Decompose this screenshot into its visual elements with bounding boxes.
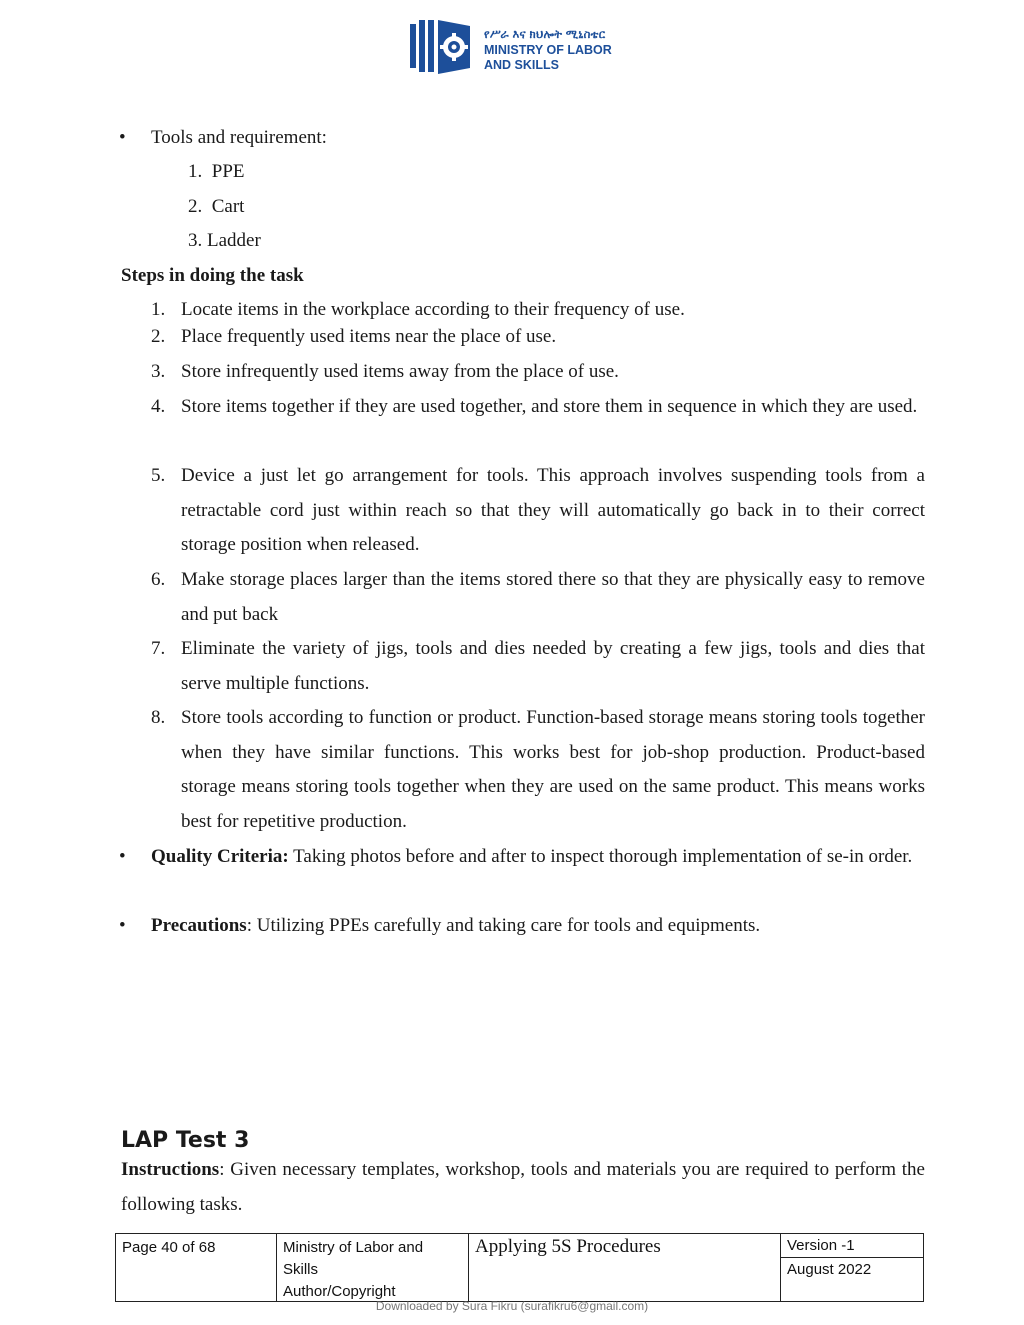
step-number-8: 8.	[151, 707, 166, 728]
lap-test-title: LAP Test 3	[121, 1128, 250, 1153]
ministry-logo	[408, 18, 638, 78]
footer-org-line-1: Ministry of Labor and	[283, 1239, 424, 1256]
step-text-3: Store infrequently used items away from the place of use.	[181, 361, 619, 382]
step-text-6: Make storage places larger than the items stored there so that they are physically easy to remove and put back	[181, 569, 925, 625]
tools-item-1: 1. PPE	[188, 161, 245, 182]
footer-table	[115, 1233, 924, 1302]
step-number-5: 5.	[151, 465, 166, 486]
step-text-2: Place frequently used items near the place of use.	[181, 326, 557, 347]
step-text-1: Locate items in the workplace according to their frequency of use.	[181, 299, 685, 320]
step-number-3: 3.	[151, 361, 166, 382]
step-text-5: Device a just let go arrangement for tools. This approach involves suspending tools from a retractable cord just within reach so that they will automatically go back in to their correct storage position when released.	[181, 465, 925, 556]
logo-amharic: የሥራ እና ክህሎት ሚኒስቴር	[484, 29, 606, 41]
tools-label: Tools and requirement:	[151, 127, 327, 148]
bullet-icon: •	[119, 846, 126, 867]
quality-criteria	[151, 840, 925, 875]
precautions-label: Precautions	[151, 915, 247, 936]
step-text-8: Store tools according to function or product. Function-based storage means storing tools together when they have similar functions. This works best for job-shop production. Product-based storage means storing tools together when they are used on the same product. This means works best for repetitive production.	[181, 707, 925, 832]
footer-version: Version -1	[781, 1234, 923, 1258]
instructions-text: : Given necessary templates, workshop, tools and materials you are required to perform the following tasks.	[121, 1159, 925, 1215]
footer-page: Page 40 of 68	[116, 1234, 277, 1301]
download-note: Downloaded by Sura Fikru (surafikru6@gmail.com)	[375, 1299, 649, 1313]
step-text-4: Store items together if they are used together, and store them in sequence in which they are used.	[181, 396, 918, 417]
logo-text	[484, 28, 612, 73]
tools-item-2: 2. Cart	[188, 196, 245, 217]
bullet-icon: •	[119, 915, 126, 936]
logo-line-2: AND SKILLS	[484, 58, 559, 72]
footer-version-cell	[781, 1234, 923, 1301]
quality-text: Taking photos before and after to inspect thorough implementation of se-in order.	[288, 846, 913, 867]
tools-item-3: 3. Ladder	[188, 230, 261, 251]
step-number-1: 1.	[151, 299, 166, 320]
footer-org-line-3: Author/Copyright	[283, 1283, 396, 1300]
logo-line-1: MINISTRY OF LABOR	[484, 43, 612, 57]
step-number-2: 2.	[151, 326, 166, 347]
footer-date: August 2022	[787, 1261, 872, 1278]
footer-org	[277, 1234, 469, 1301]
lap-instructions	[121, 1153, 925, 1222]
instructions-label: Instructions	[121, 1159, 220, 1180]
ministry-emblem-icon	[408, 18, 478, 78]
precautions-text: : Utilizing PPEs carefully and taking care for tools and equipments.	[246, 915, 761, 936]
step-text-7: Eliminate the variety of jigs, tools and dies needed by creating a few jigs, tools and dies that serve multiple functions.	[181, 638, 925, 694]
quality-label: Quality Criteria:	[151, 846, 289, 867]
steps-heading: Steps in doing the task	[121, 265, 304, 286]
step-number-7: 7.	[151, 638, 166, 659]
step-number-6: 6.	[151, 569, 166, 590]
step-number-4: 4.	[151, 396, 166, 417]
footer-org-line-2: Skills	[283, 1261, 319, 1278]
bullet-icon: •	[119, 127, 126, 148]
footer-title: Applying 5S Procedures	[469, 1234, 781, 1301]
precautions	[151, 915, 925, 937]
